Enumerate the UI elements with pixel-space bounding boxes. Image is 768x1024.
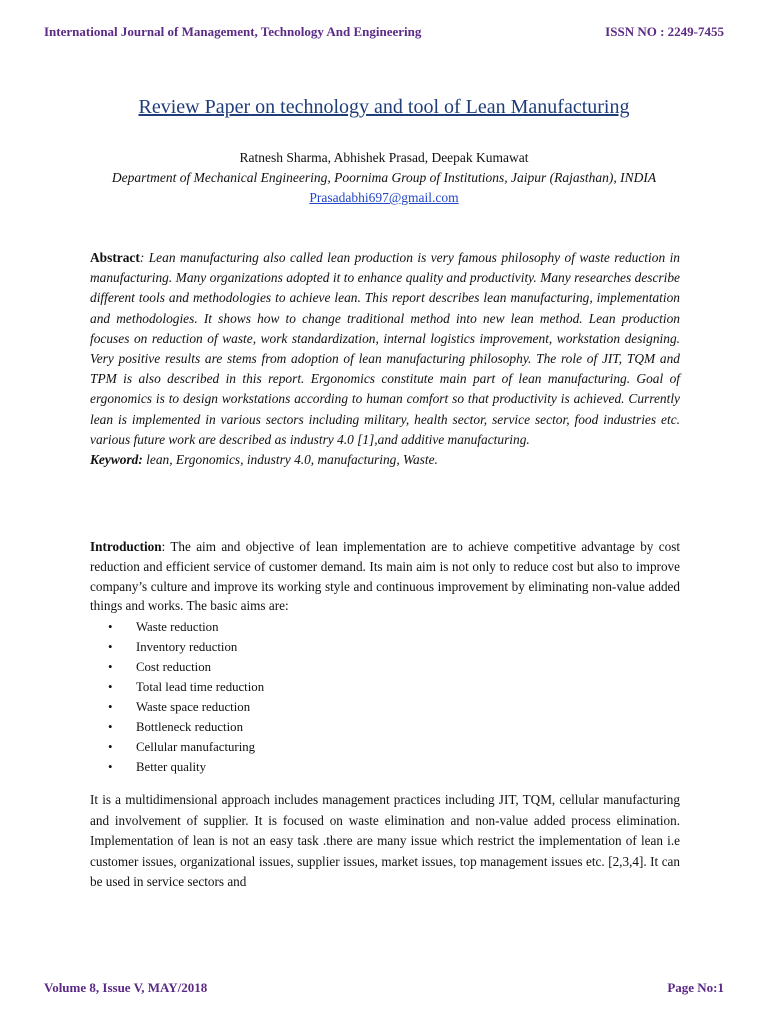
- introduction-text: : The aim and objective of lean implementation are to achieve competitive advantage by cost reduction and efficient service of customer demand. Its main aim is not only to reduce cost but also to improve company’s culture and improve its working style and continuous improvement by eliminating non-value added things and works. The basic aims are:: [90, 539, 680, 614]
- list-item: • Waste reduction: [136, 618, 680, 638]
- introduction-section: [90, 537, 680, 777]
- multidimensional-paragraph: It is a multidimensional approach includes management practices including JIT, TQM, cellular manufacturing and involvement of supplier. It is focused on waste elimination and non-value added process elimination. Implementation of lean is not an easy task .there are many issue which restrict the implementation of lean i.e customer issues, organizational issues, supplier issues, market issues, top management issues etc. [2,3,4]. It can be used in service sectors and: [90, 792, 680, 889]
- author-names: Ratnesh Sharma, Abhishek Prasad, Deepak Kumawat: [239, 150, 529, 165]
- introduction-label: Introduction: [90, 539, 162, 554]
- keyword-label: Keyword:: [90, 452, 143, 468]
- list-item: • Total lead time reduction: [136, 678, 680, 698]
- abstract-text: : Lean manufacturing also called lean production is very famous philosophy of waste reduction in manufacturing. Many organizations adopted it to enhance quality and productivity. Many researches describe different tools and methodologies to achieve lean. This report describes lean manufacturing, implementation and methodologies. It shows how to change traditional method into new lean method. Lean production focuses on reduction of waste, work standardization, internal logistics improvement, workstation designing. Very positive results are stems from adoption of lean manufacturing philosophy. The role of JIT, TQM and TPM is also described in this report. Ergonomics constitute main part of lean manufacturing. Goal of ergonomics is to design workstations according to human comfort so that productivity is achieved. Currently lean is implemented in various sectors including military, health sector, service sector, food industries etc. various future work are described as industry 4.0 [1],and additive manufacturing.: [90, 250, 680, 447]
- abstract-label: Abstract: [90, 250, 140, 265]
- abstract-paragraph: [90, 248, 680, 450]
- volume-info: Volume 8, Issue V, MAY/2018: [44, 980, 208, 995]
- list-item: • Better quality: [136, 758, 680, 778]
- abstract-section: [90, 248, 680, 470]
- affiliation: Department of Mechanical Engineering, Poornima Group of Institutions, Jaipur (Rajasthan), INDIA: [111, 170, 657, 185]
- list-item: • Cost reduction: [136, 658, 680, 678]
- list-item: • Inventory reduction: [136, 638, 680, 658]
- author-block: [90, 148, 678, 208]
- page-footer: [44, 980, 724, 996]
- intro-paragraph: [90, 537, 680, 616]
- aims-list: [90, 618, 680, 777]
- list-item: • Cellular manufacturing: [136, 738, 680, 758]
- paper-title: Review Paper on technology and tool of Lean Manufacturing: [138, 96, 630, 118]
- page-number: Page No:1: [667, 980, 724, 995]
- page-header: [44, 24, 724, 40]
- issn-number: ISSN NO : 2249-7455: [605, 24, 724, 39]
- email-link[interactable]: Prasadabhi697@gmail.com: [309, 190, 459, 205]
- list-item: • Bottleneck reduction: [136, 718, 680, 738]
- keyword-line: [90, 450, 680, 470]
- list-item: • Waste space reduction: [136, 698, 680, 718]
- keywords-text: lean, Ergonomics, industry 4.0, manufacturing, Waste.: [142, 452, 438, 468]
- journal-name: International Journal of Management, Technology And Engineering: [44, 24, 422, 39]
